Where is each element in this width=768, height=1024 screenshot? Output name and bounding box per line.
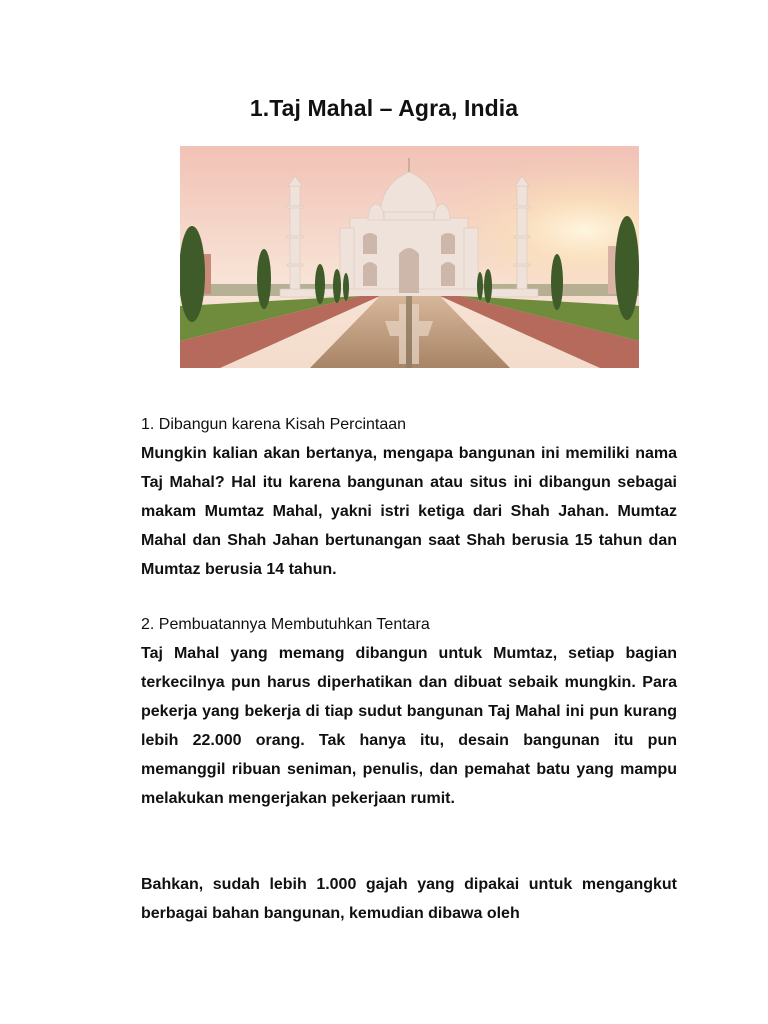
- taj-mahal-photo: [180, 146, 639, 368]
- section-2: [141, 610, 677, 813]
- page-title: 1.Taj Mahal – Agra, India: [249, 95, 519, 121]
- section-2-heading: 2. Pembuatannya Membutuhkan Tentara: [141, 616, 430, 633]
- section-1-heading: 1. Dibangun karena Kisah Percintaan: [141, 416, 407, 433]
- section-1-body: Mungkin kalian akan bertanya, mengapa bangunan ini memiliki nama Taj Mahal? Hal itu karena bangunan atau situs ini dibangun sebagai makam Mumtaz Mahal, yakni istri ketiga dari Shah Jahan. Mumtaz Mahal dan Shah Jahan bertunangan saat Shah berusia 15 tahun dan Mumtaz berusia 14 tahun.: [141, 445, 677, 578]
- section-1: [141, 410, 677, 584]
- section-3-body: Bahkan, sudah lebih 1.000 gajah yang dipakai untuk mengangkut berbagai bahan bangunan, kemudian dibawa oleh: [141, 876, 677, 922]
- section-3: [141, 870, 677, 928]
- section-2-body: Taj Mahal yang memang dibangun untuk Mumtaz, setiap bagian terkecilnya pun harus diperhatikan dan dibuat sebaik mungkin. Para pekerja yang bekerja di tiap sudut bangunan Taj Mahal ini pun kurang lebih 22.000 orang. Tak hanya itu, desain bangunan itu pun memanggil ribuan seniman, penulis, dan pemahat batu yang mampu melakukan mengerjakan pekerjaan rumit.: [141, 645, 677, 807]
